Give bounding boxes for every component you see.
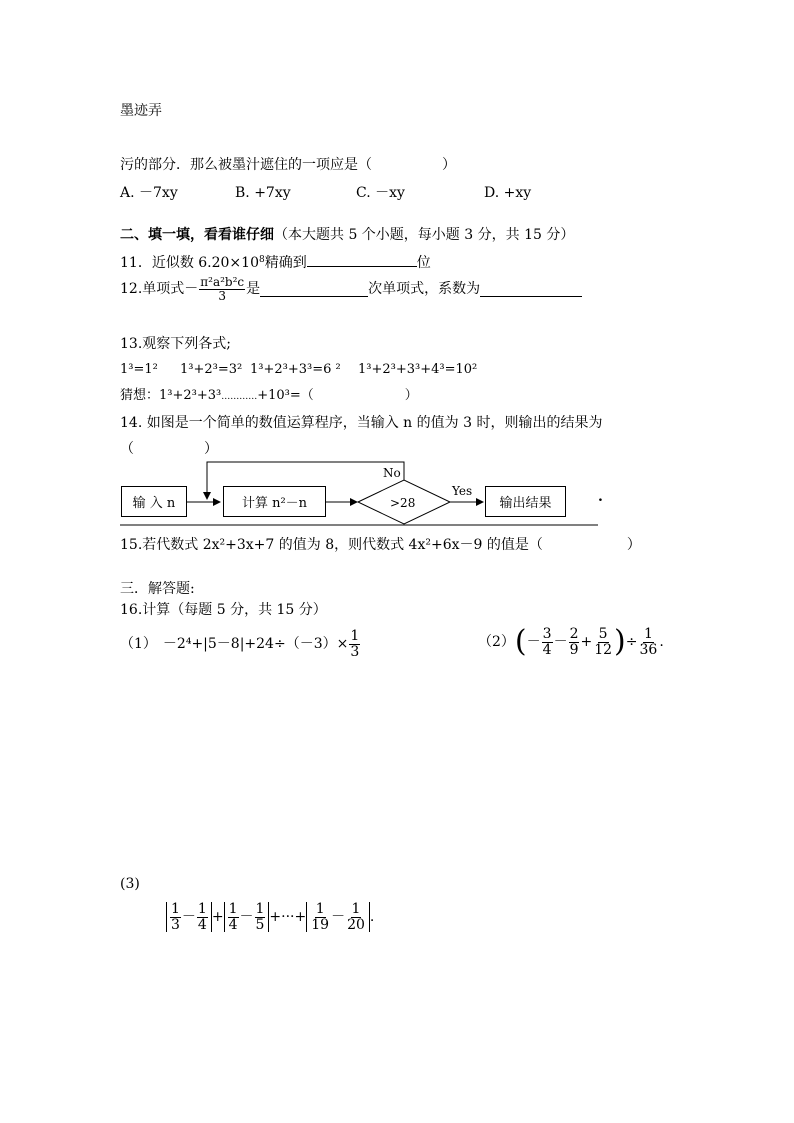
q12-prefix: 12.单项式－	[120, 281, 199, 297]
q13-e3: 1³+2³+3³=6 ²	[250, 362, 341, 377]
p2-f1-num: 3	[542, 625, 552, 642]
choice-d: D. +xy	[484, 185, 532, 201]
t3-f1-den: 19	[311, 916, 330, 933]
choice-a: A. －7xy	[120, 185, 178, 201]
q16-p1-label: （1）	[120, 636, 157, 652]
q16-part3: $\frac{1}{3}$ － $\frac{1}{4}$ + $\frac{1}{4}$ － $\frac{1}{5}$ +···+ $\frac{1}{19}$ － $\frac{1}{20}$ .	[166, 895, 374, 939]
choice-c: C. －xy	[356, 185, 405, 201]
p2-f3-den: 12	[594, 641, 613, 658]
p2-f2-num: 2	[569, 625, 579, 642]
section2-title: 二、填一填，看看谁仔细	[120, 227, 274, 243]
q16-p2-label: （2）	[478, 634, 515, 650]
abs-term-3: $\frac{1}{19}$ － $\frac{1}{20}$	[306, 902, 370, 932]
q12-num: π²a²b²c	[200, 274, 245, 289]
flow-dot: .	[598, 489, 603, 505]
q16-p1-den: 3	[350, 643, 360, 660]
p2-f4-den: 36	[639, 641, 658, 658]
flow-no-label: No	[383, 466, 401, 480]
q14-text: 14. 如图是一个简单的数值运算程序，当输入 n 的值为 3 时，则输出的结果为	[120, 415, 603, 431]
abs-term-1: $\frac{1}{3}$ － $\frac{1}{4}$	[166, 902, 212, 932]
q14-paren: （ ）	[120, 441, 218, 457]
flow-yes-label: Yes	[452, 484, 473, 498]
t1-f1-den: 3	[171, 916, 180, 933]
q11-suffix: 位	[416, 255, 431, 271]
t3-f2-num: 1	[351, 900, 361, 917]
q16-p2-frac2	[569, 627, 580, 657]
abs-term-2: $\frac{1}{4}$ － $\frac{1}{5}$	[224, 902, 270, 932]
q16-p1-expr: －2⁴+|5－8|+24÷（－3）×	[162, 636, 349, 652]
q16-p3-label: (3)	[120, 876, 140, 892]
t2-f1-num: 1	[228, 900, 238, 917]
right-paren: )	[614, 624, 626, 659]
t2-f1-den: 4	[228, 916, 238, 933]
t1-f2-den: 4	[197, 916, 207, 933]
q13-e1: 1³=1²	[120, 362, 158, 377]
q11-mid: 精确到	[264, 255, 307, 271]
t2-f2-den: 5	[255, 916, 265, 933]
t2-f2-num: 1	[255, 900, 265, 917]
p2-f1-den: 4	[542, 641, 552, 658]
q16-title: 16.计算（每题 5 分，共 15 分）	[120, 602, 327, 618]
p2-f3-num: 5	[598, 625, 608, 642]
q13-e4: 1³+2³+3³+4³=10²	[358, 362, 478, 377]
q12-den: 3	[218, 288, 227, 303]
flow-output-box: 输出结果	[485, 486, 566, 517]
q16-part1	[120, 626, 361, 662]
p2-f4-num: 1	[643, 625, 653, 642]
ellipsis: +···+	[269, 909, 307, 925]
t3-f2-den: 20	[347, 916, 365, 933]
q13-title: 13.观察下列各式;	[120, 336, 231, 352]
q16-part2: （2） ( － $\frac{3}{4}$ － $\frac{2}{9}$ + $\frac{5}{12}$ ) ÷ $\frac{1}{36}$ .	[478, 624, 664, 659]
left-paren: (	[514, 624, 527, 659]
flow-input-box: 输 入 n	[121, 486, 187, 517]
q16-p1-num: 1	[350, 627, 360, 644]
q16-p2-frac3	[593, 627, 613, 657]
intro-line1: 墨迹弄	[120, 103, 162, 119]
flow-cond-label: >28	[390, 496, 416, 510]
t3-f1-num: 1	[315, 900, 325, 917]
q16-p1-fraction	[349, 629, 360, 659]
q13-e2: 1³+2³=3²	[180, 362, 243, 377]
q13-guess-end: +10³=（ ）	[257, 388, 418, 403]
t1-f1-num: 1	[171, 900, 180, 917]
q13-guess-start: 猜想：1³+2³+3³	[120, 388, 222, 403]
q16-p2-frac4	[639, 627, 659, 657]
section3-title: 三．解答题:	[120, 581, 195, 597]
q11-prefix: 11．近似数 6.20×10	[120, 255, 259, 271]
t1-f2-num: 1	[197, 900, 207, 917]
intro-line2: 污的部分．那么被墨汁遮住的一项应是（ ）	[120, 157, 456, 173]
q15-text: 15.若代数式 2x²+3x+7 的值为 8，则代数式 4x²+6x－9 的值是（ ）	[120, 537, 641, 553]
q12-mid: 是	[246, 281, 261, 297]
flow-calc-box: 计算 n²－n	[223, 486, 326, 517]
q16-p2-frac1	[542, 627, 553, 657]
choice-b: B. +7xy	[235, 185, 291, 201]
q13-dots: …………	[221, 392, 258, 402]
p2-f2-den: 9	[569, 641, 579, 658]
section2-note: （本大题共 5 个小题，每小题 3 分，共 15 分）	[274, 227, 575, 243]
q12-mid2: 次单项式，系数为	[368, 281, 481, 297]
q11-exp: 8	[258, 255, 265, 265]
